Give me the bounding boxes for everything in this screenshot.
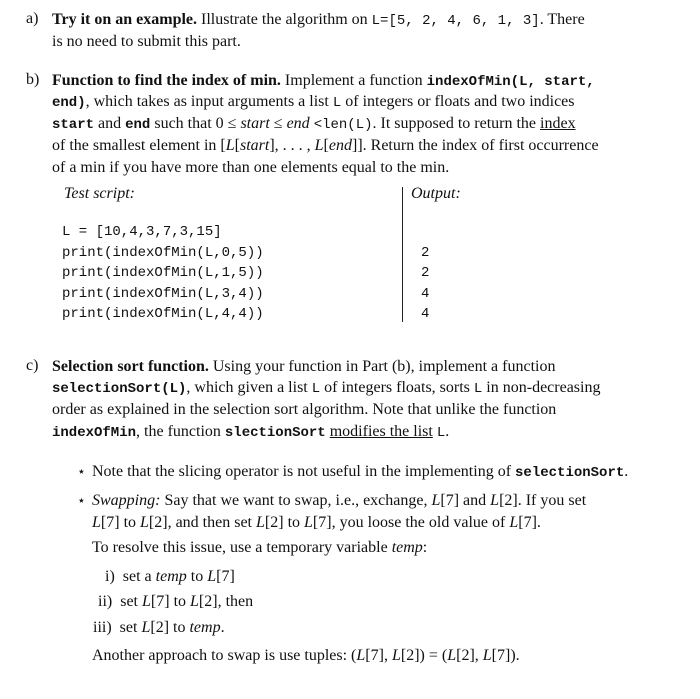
math-temp: temp [155,568,187,585]
part-b-line-2 [52,92,575,113]
sub-item-2-t3: [2], then [198,593,254,610]
part-b-l3-text3: ≤ [273,115,283,132]
part-c-l4-code1: indexOfMin [52,425,137,441]
part-c-l4-code2: slectionSort [224,425,326,441]
part-b-l2-text2: of integers or floats and two indices [345,93,575,110]
part-b-l2-code1: end) [52,95,86,111]
part-b-l2-text1: , which takes as input arguments a list [85,93,329,110]
table-divider [402,187,403,322]
part-b-l3-code2: end [125,117,151,133]
swapping-label: Swapping: [92,492,161,509]
test-script-header: Test script: [64,185,135,202]
part-b-l3-index: index [540,115,576,132]
part-b-l3-code1: start [52,117,95,133]
sub-item-2-label: ii) [98,593,113,610]
part-a-label: a) [26,10,39,27]
part-b-l3-text2: such that 0 ≤ [154,115,237,132]
part-a [0,10,700,60]
sub-item-1 [105,567,235,587]
part-b-l2-code2: L [332,95,342,111]
output-header: Output: [411,185,461,202]
script-line-5: print(indexOfMin(L,4,4)) [62,306,264,322]
part-c-line-3: order as explained in the selection sort algorithm. Note that unlike the function [52,401,557,418]
part-c-l2-code1: selectionSort(L) [52,381,187,397]
bullet-2-t3: [2]. If you set [499,492,587,509]
tuple-t2: [2]) = ( [400,647,448,664]
part-a-list: L=[5, 2, 4, 6, 1, 3] [371,13,540,29]
sub-item-1-text: set a [122,568,152,585]
part-b-l1-code: indexOfMin(L, start, [426,74,595,90]
part-b-l4-text5: ]]. Return the index of first occurrence [351,137,599,154]
part-b-l4-text3: ], . . . , [269,137,311,154]
part-c-l4-text1: , the function [136,423,221,440]
math-temp: temp [391,539,423,556]
bullet-1-end: . [624,463,629,480]
part-b-line-3 [52,114,576,135]
part-c-line-4 [52,422,449,443]
part-c-l4-code3: L [436,425,446,441]
part-c-l2-code2: L [311,381,321,397]
part-a-line-1 [52,10,585,31]
sub-item-3-text: set [119,619,138,636]
part-a-line-2: is no need to submit this part. [52,33,241,50]
bullet-1-code: selectionSort [515,465,625,481]
part-b-l3-text4: . It supposed to return the [372,115,537,132]
math-L: L [509,514,519,531]
tuple-swap-line [92,646,520,666]
tuple-t3: [2], [456,647,479,664]
part-c-l4-text2: . [445,423,450,440]
math-L: L [431,492,441,509]
script-line-2: print(indexOfMin(L,0,5)) [62,244,264,261]
sub-item-2-text: set [120,593,138,610]
math-L: L [207,568,217,585]
math-L: L [256,514,265,531]
sub-item-3-label: iii) [93,619,112,636]
part-b-line-4 [52,136,599,156]
math-L: L [482,647,492,664]
part-b-label: b) [26,71,40,88]
part-c-l1-text: Using your function in Part (b), implement a function [212,358,556,375]
sub-item-2-t2: [7] to [150,593,187,610]
script-line-1: L = [10,4,3,7,3,15] [62,224,222,240]
tuple-t1: [7], [365,647,388,664]
tuple-t4: [7]). [491,647,520,664]
part-b-l3-m2: end [286,115,310,132]
test-script-code [62,222,264,325]
math-L: L [142,593,151,610]
part-c-line-2 [52,378,600,399]
bullet-2-line-1 [92,491,586,511]
bullet-2-line-3 [92,538,427,558]
part-b-l3-m1: start [240,115,270,132]
tuple-swap-text: Another approach to swap is use tuples: ( [92,647,357,664]
output-line-4: 4 [421,306,430,322]
output-line-1: 2 [421,244,430,261]
math-L: L [356,647,366,664]
math-L: L [141,619,151,636]
part-c-l2-code3: L [473,381,483,397]
sub-item-1-t3: [7] [216,568,235,585]
part-c-label: c) [26,357,39,374]
math-L: L [304,514,313,531]
part-a-text2: . There [539,11,585,28]
math-L: L [447,647,457,664]
part-b-l4-m2: start [239,137,270,154]
part-b-l4-text4: [ [323,137,329,154]
bullet-1 [92,462,628,483]
math-L: L [92,514,101,531]
math-L: L [190,593,199,610]
script-line-3: print(indexOfMin(L,1,5)) [62,265,264,281]
part-b-line-1 [52,71,595,92]
bullet-2-l2-t3: [2] to [264,514,301,531]
bullet-2-l2-t1: [7] to [100,514,137,531]
part-b-l4-text2: [ [234,137,240,154]
part-b-title: Function to find the index of min. [52,72,281,89]
output-line-2: 2 [421,265,430,281]
part-b-l1-text: Implement a function [284,72,423,89]
sub-item-1-label: i) [105,568,115,585]
output-values [421,243,429,325]
part-a-text1: Illustrate the algorithm on [201,11,368,28]
star-bullet-icon: ⋆ [77,494,86,509]
bullet-2-t2: [7] and [440,492,487,509]
bullet-2-l2-t5: [7]. [518,514,541,531]
part-b-l4-text1: of the smallest element in [ [52,137,226,154]
math-L: L [490,492,500,509]
part-c-title: Selection sort function. [52,358,209,375]
part-c [0,357,700,677]
part-b-l3-text1: and [98,115,122,132]
part-c-l2-text1: , which given a list [186,379,308,396]
sub-item-3-t2: [2] to [150,619,186,636]
part-c-l2-text3: in non-decreasing [486,379,601,396]
script-line-4: print(indexOfMin(L,3,4)) [62,285,264,302]
star-bullet-icon: ⋆ [77,465,86,480]
bullet-2-l3-text: To resolve this issue, use a temporary variable [92,539,388,556]
sub-item-3-t3: . [220,619,225,636]
bullet-1-text: Note that the slicing operator is not useful in the implementing of [92,463,512,480]
sub-item-2 [98,592,253,612]
bullet-2-line-2 [92,513,541,533]
part-c-l2-text2: of integers floats, sorts [324,379,470,396]
bullet-2-l2-t2: [2], and then set [148,514,252,531]
part-b-l4-m3: L [314,137,324,154]
part-b-line-5: of a min if you have more than one elements equal to the min. [52,159,450,176]
part-b-l4-m1: L [225,137,235,154]
bullet-2-l2-t4: [7], you loose the old value of [312,514,506,531]
part-b [0,71,700,331]
bullet-2-l3-end: : [422,539,428,556]
bullet-2-text: Say that we want to swap, i.e., exchange, [164,492,428,509]
part-c-line-1 [52,357,555,377]
sub-item-3 [93,618,225,638]
output-line-3: 4 [421,285,430,302]
sub-item-1-t2: to [190,568,204,585]
part-b-l4-m4: end [328,137,352,154]
math-L: L [391,647,401,664]
math-temp: temp [189,619,221,636]
part-c-modifies-list: modifies the list [329,423,433,440]
part-b-l3-code3: <len(L) [313,117,373,133]
math-L: L [140,514,149,531]
part-a-title: Try it on an example. [52,11,198,28]
